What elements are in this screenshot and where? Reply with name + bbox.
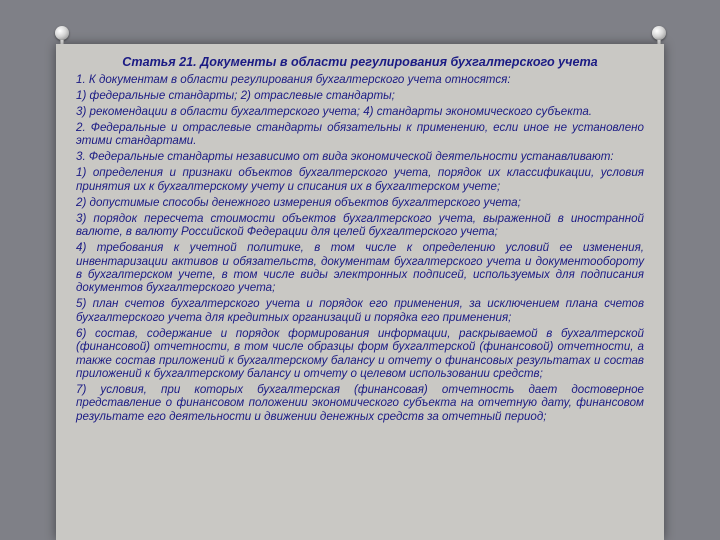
paragraph: 3) порядок пересчета стоимости объектов бухгалтерского учета, выраженной в иностранной валюте, в валюту Российской Федерации для целей бухгалтерского учета; [76,211,644,239]
paragraph: 4) требования к учетной политике, в том числе к определению условий ее изменения, инвентаризации активов и обязательств, документам бухгалтерского учета и документообороту в бухгалтерском учете, в том числе виды электронных подписей, используемых для подписания документов бухгалтерского учета; [76,241,644,295]
article-title: Статья 21. Документы в области регулирования бухгалтерского учета [122,55,598,69]
paragraph: 3. Федеральные стандарты независимо от вида экономической деятельности устанавливают: [76,150,614,164]
paragraph: 1. К документам в области регулирования бухгалтерского учета относятся: [76,73,511,86]
paragraph: 5) план счетов бухгалтерского учета и порядок его применения, за исключением плана счетов бухгалтерского учета для кредитных организаций и порядка его применения; [76,297,644,324]
document-body [76,55,644,426]
paragraph: 6) состав, содержание и порядок формирования информации, раскрываемой в бухгалтерской (финансовой) отчетности, в том числе образцы форм бухгалтерской (финансовой) отчетности, а также состав приложений к бухгалтерскому балансу и отчету о финансовых результатах и состав приложений к бухгалтерскому балансу и отчету о целевом использовании средств; [76,326,644,381]
paragraph: 1) определения и признаки объектов бухгалтерского учета, порядок их классификации, условия принятия их к бухгалтерскому учету и списания их в бухгалтерском учете; [76,166,644,193]
paragraph: 1) федеральные стандарты; 2) отраслевые стандарты; [76,89,395,102]
paragraph: 2) допустимые способы денежного измерения объектов бухгалтерского учета; [76,195,521,209]
paragraph: 2. Федеральные и отраслевые стандарты обязательны к применению, если иное не установлено этими стандартами. [76,121,644,148]
paragraph: 3) рекомендации в области бухгалтерского учета; 4) стандарты экономического субъекта. [76,105,593,118]
paragraph: 7) условия, при которых бухгалтерская (финансовая) отчетность дает достоверное представление о финансовом положении экономического субъекта на отчетную дату, финансовом результате его деятельности и движении денежных средств за отчетный период; [76,383,644,423]
document-sheet [56,44,664,540]
